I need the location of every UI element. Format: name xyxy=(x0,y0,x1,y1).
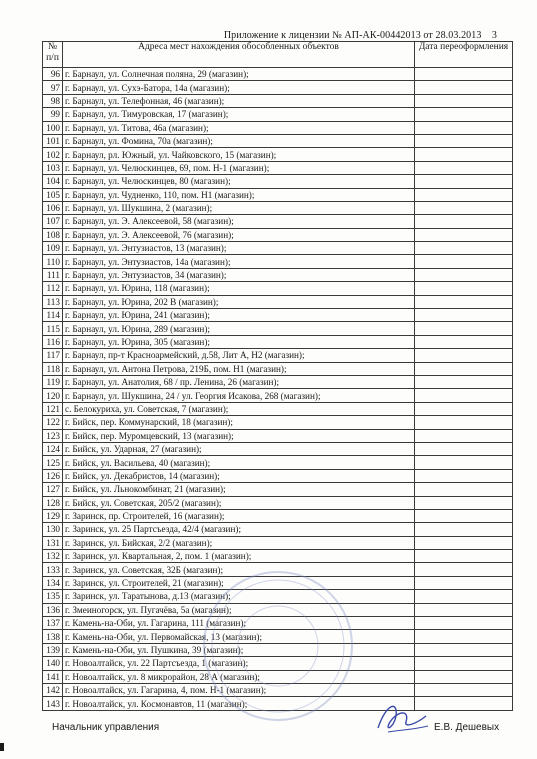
row-number: 116 xyxy=(43,335,63,348)
header-address-label: Адреса мест нахождения обособленных объектов xyxy=(138,42,339,52)
row-number: 141 xyxy=(43,670,63,683)
row-number: 142 xyxy=(43,683,63,696)
row-address: г. Барнаул, ул. Энтузиастов, 14а (магазин); xyxy=(63,255,415,268)
row-address: г. Бийск, пер. Коммунарский, 18 (магазин); xyxy=(63,416,415,429)
row-address: г. Новоалтайск, ул. 8 микрорайон, 28 А (магазин); xyxy=(63,670,415,683)
row-address: г. Барнаул, ул. Юрина, 202 В (магазин); xyxy=(63,295,415,308)
table-row xyxy=(43,469,513,482)
row-number: 105 xyxy=(43,188,63,201)
row-address: г. Заринск, ул. Советская, 32Б (магазин); xyxy=(63,563,415,576)
row-address: г. Барнаул, ул. Э. Алексеевой, 76 (магазин); xyxy=(63,228,415,241)
table-row xyxy=(43,134,513,147)
row-number: 115 xyxy=(43,322,63,335)
row-number: 113 xyxy=(43,295,63,308)
row-number: 137 xyxy=(43,617,63,630)
row-number: 139 xyxy=(43,643,63,656)
table-row xyxy=(43,389,513,402)
row-date xyxy=(415,375,513,388)
row-date xyxy=(415,201,513,214)
row-date xyxy=(415,563,513,576)
row-number: 143 xyxy=(43,697,63,710)
table-row xyxy=(43,402,513,415)
row-date xyxy=(415,121,513,134)
row-address: г. Заринск, ул. Таратынова, д.13 (магазин); xyxy=(63,590,415,603)
row-address: г. Заринск, ул. Строителей, 21 (магазин); xyxy=(63,576,415,589)
row-number: 100 xyxy=(43,121,63,134)
row-address: г. Бийск, ул. Советская, 205/2 (магазин); xyxy=(63,496,415,509)
row-address: г. Барнаул, ул. Юрина, 305 (магазин); xyxy=(63,335,415,348)
table-row xyxy=(43,456,513,469)
row-address: г. Барнаул, ул. Шукшина, 2 (магазин); xyxy=(63,201,415,214)
row-date xyxy=(415,416,513,429)
row-date xyxy=(415,657,513,670)
row-date xyxy=(415,429,513,442)
row-address: г. Заринск, ул. 25 Партсъезда, 42/4 (магазин); xyxy=(63,523,415,536)
table-row xyxy=(43,255,513,268)
table-row xyxy=(43,483,513,496)
row-number: 109 xyxy=(43,242,63,255)
margin-mark xyxy=(0,743,4,751)
row-date xyxy=(415,536,513,549)
row-date xyxy=(415,295,513,308)
table-row xyxy=(43,201,513,214)
table-row xyxy=(43,322,513,335)
row-number: 120 xyxy=(43,389,63,402)
row-address: г. Новоалтайск, ул. Космонавтов, 11 (магазин); xyxy=(63,697,415,710)
row-number: 126 xyxy=(43,469,63,482)
row-address: г. Бийск, ул. Льнокомбинат, 21 (магазин); xyxy=(63,483,415,496)
row-address: г. Барнаул, ул. Телефонная, 46 (магазин); xyxy=(63,94,415,107)
table-row xyxy=(43,188,513,201)
row-number: 103 xyxy=(43,161,63,174)
row-address: г. Барнаул, ул. Антона Петрова, 219Б, пом. Н1 (магазин); xyxy=(63,362,415,375)
row-address: г. Барнаул, пр-т Красноармейский, д.58, Лит А, Н2 (магазин); xyxy=(63,349,415,362)
table-row xyxy=(43,295,513,308)
table-row xyxy=(43,429,513,442)
row-number: 122 xyxy=(43,416,63,429)
row-address: г. Барнаул, ул. Чудненко, 110, пом. Н1 (магазин); xyxy=(63,188,415,201)
table-row xyxy=(43,161,513,174)
table-row xyxy=(43,282,513,295)
row-date xyxy=(415,188,513,201)
row-date xyxy=(415,175,513,188)
row-date xyxy=(415,335,513,348)
row-date xyxy=(415,94,513,107)
signature xyxy=(372,694,432,738)
table-row xyxy=(43,416,513,429)
row-date xyxy=(415,322,513,335)
row-date xyxy=(415,268,513,281)
row-date xyxy=(415,550,513,563)
row-date xyxy=(415,576,513,589)
row-address: г. Бийск, ул. Ударная, 27 (магазин); xyxy=(63,442,415,455)
table-row xyxy=(43,375,513,388)
row-number: 130 xyxy=(43,523,63,536)
row-address: с. Белокуриха, ул. Советская, 7 (магазин); xyxy=(63,402,415,415)
table-row xyxy=(43,68,513,81)
row-address: г. Барнаул, ул. Фомина, 70а (магазин); xyxy=(63,134,415,147)
header-address xyxy=(63,42,415,68)
row-number: 128 xyxy=(43,496,63,509)
row-date xyxy=(415,469,513,482)
row-address: г. Заринск, ул. Квартальная, 2, пом. 1 (магазин); xyxy=(63,550,415,563)
header-date xyxy=(415,42,513,68)
table-row xyxy=(43,362,513,375)
header-num-label: № п/п xyxy=(46,42,59,63)
page-number: 3 xyxy=(491,30,497,41)
row-number: 102 xyxy=(43,148,63,161)
row-address: г. Барнаул, ул. Сухэ-Батора, 14а (магазин); xyxy=(63,81,415,94)
row-date xyxy=(415,134,513,147)
row-number: 134 xyxy=(43,576,63,589)
row-date xyxy=(415,402,513,415)
header-date-label: Дата переоформления xyxy=(418,42,509,52)
row-number: 121 xyxy=(43,402,63,415)
row-date xyxy=(415,456,513,469)
row-number: 131 xyxy=(43,536,63,549)
row-number: 104 xyxy=(43,175,63,188)
row-date xyxy=(415,496,513,509)
table-row xyxy=(43,81,513,94)
row-address: г. Змеиногорск, ул. Пугачёва, 5а (магазин); xyxy=(63,603,415,616)
row-number: 123 xyxy=(43,429,63,442)
row-address: г. Новоалтайск, ул. Гагарина, 4, пом. Н-1 (магазин); xyxy=(63,683,415,696)
row-address: г. Камень-на-Оби, ул. Гагарина, 111 (магазин); xyxy=(63,617,415,630)
row-number: 132 xyxy=(43,550,63,563)
row-number: 99 xyxy=(43,108,63,121)
row-date xyxy=(415,349,513,362)
row-number: 97 xyxy=(43,81,63,94)
row-address: г. Камень-на-Оби, ул. Первомайская, 13 (магазин); xyxy=(63,630,415,643)
row-date xyxy=(415,483,513,496)
row-address: г. Барнаул, ул. Юрина, 118 (магазин); xyxy=(63,282,415,295)
row-number: 96 xyxy=(43,68,63,81)
row-number: 111 xyxy=(43,268,63,281)
row-date xyxy=(415,509,513,522)
row-number: 138 xyxy=(43,630,63,643)
row-date xyxy=(415,81,513,94)
table-row xyxy=(43,121,513,134)
table-row xyxy=(43,349,513,362)
row-number: 110 xyxy=(43,255,63,268)
table-row xyxy=(43,335,513,348)
row-number: 125 xyxy=(43,456,63,469)
row-date xyxy=(415,309,513,322)
row-date xyxy=(415,643,513,656)
row-address: г. Барнаул, рл. Южный, ул. Чайковского, 15 (магазин); xyxy=(63,148,415,161)
table-row xyxy=(43,175,513,188)
row-number: 133 xyxy=(43,563,63,576)
row-date xyxy=(415,161,513,174)
row-address: г. Барнаул, ул. Тимуровская, 17 (магазин); xyxy=(63,108,415,121)
row-date xyxy=(415,242,513,255)
row-date xyxy=(415,215,513,228)
row-address: г. Барнаул, ул. Челюскинцев, 80 (магазин); xyxy=(63,175,415,188)
row-address: г. Бийск, ул. Декабристов, 14 (магазин); xyxy=(63,469,415,482)
table-row xyxy=(43,496,513,509)
row-address: г. Барнаул, ул. Анатолия, 68 / пр. Ленина, 26 (магазин); xyxy=(63,375,415,388)
row-address: г. Бийск, пер. Муромцевский, 13 (магазин); xyxy=(63,429,415,442)
row-date xyxy=(415,362,513,375)
row-date xyxy=(415,670,513,683)
row-date xyxy=(415,523,513,536)
table-header-row xyxy=(43,42,513,68)
row-number: 136 xyxy=(43,603,63,616)
table-row xyxy=(43,523,513,536)
table-row xyxy=(43,228,513,241)
row-address: г. Камень-на-Оби, ул. Пушкина, 39 (магазин); xyxy=(63,643,415,656)
row-number: 118 xyxy=(43,362,63,375)
row-address: г. Барнаул, ул. Шукшина, 24 / ул. Георгия Исакова, 268 (магазин); xyxy=(63,389,415,402)
header-text: Приложение к лицензии № АП-АК-00442013 от 28.03.2013 xyxy=(223,30,482,41)
row-address: г. Барнаул, ул. Э. Алексеевой, 58 (магазин); xyxy=(63,215,415,228)
row-number: 114 xyxy=(43,309,63,322)
row-address: г. Заринск, пр. Строителей, 16 (магазин); xyxy=(63,509,415,522)
row-number: 135 xyxy=(43,590,63,603)
row-number: 119 xyxy=(43,375,63,388)
row-address: г. Барнаул, ул. Энтузиастов, 13 (магазин); xyxy=(63,242,415,255)
row-number: 117 xyxy=(43,349,63,362)
row-date xyxy=(415,630,513,643)
signer-name: Е.В. Дешевых xyxy=(434,722,500,733)
row-number: 129 xyxy=(43,509,63,522)
official-stamp xyxy=(198,566,358,726)
row-date xyxy=(415,389,513,402)
row-date xyxy=(415,617,513,630)
row-number: 108 xyxy=(43,228,63,241)
row-address: г. Барнаул, ул. Титова, 46а (магазин); xyxy=(63,121,415,134)
row-date xyxy=(415,68,513,81)
table-row xyxy=(43,148,513,161)
row-number: 112 xyxy=(43,282,63,295)
row-date xyxy=(415,590,513,603)
table-row xyxy=(43,268,513,281)
row-number: 140 xyxy=(43,657,63,670)
table-row xyxy=(43,94,513,107)
row-date xyxy=(415,603,513,616)
row-number: 101 xyxy=(43,134,63,147)
row-address: г. Барнаул, ул. Солнечная поляна, 29 (магазин); xyxy=(63,68,415,81)
table-row xyxy=(43,509,513,522)
row-address: г. Барнаул, ул. Челюскинцев, 69, пом. Н-1 (магазин); xyxy=(63,161,415,174)
row-date xyxy=(415,282,513,295)
table-row xyxy=(43,108,513,121)
attachment-header xyxy=(224,30,497,41)
row-date xyxy=(415,148,513,161)
header-num xyxy=(43,42,63,68)
row-number: 98 xyxy=(43,94,63,107)
row-number: 106 xyxy=(43,201,63,214)
table-row xyxy=(43,242,513,255)
row-number: 124 xyxy=(43,442,63,455)
row-number: 107 xyxy=(43,215,63,228)
table-row xyxy=(43,536,513,549)
row-date xyxy=(415,255,513,268)
table-row xyxy=(43,442,513,455)
row-address: г. Барнаул, ул. Энтузиастов, 34 (магазин); xyxy=(63,268,415,281)
table-row xyxy=(43,215,513,228)
row-address: г. Заринск, ул. Бийская, 2/2 (магазин); xyxy=(63,536,415,549)
table-row xyxy=(43,550,513,563)
table-row xyxy=(43,309,513,322)
row-date xyxy=(415,108,513,121)
row-address: г. Новоалтайск, ул. 22 Партсъезда, 1 (магазин); xyxy=(63,657,415,670)
row-number: 127 xyxy=(43,483,63,496)
signer-position: Начальник управления xyxy=(52,722,160,733)
row-date xyxy=(415,228,513,241)
row-address: г. Бийск, ул. Васильева, 40 (магазин); xyxy=(63,456,415,469)
row-date xyxy=(415,442,513,455)
row-address: г. Барнаул, ул. Юрина, 289 (магазин); xyxy=(63,322,415,335)
row-address: г. Барнаул, ул. Юрина, 241 (магазин); xyxy=(63,309,415,322)
